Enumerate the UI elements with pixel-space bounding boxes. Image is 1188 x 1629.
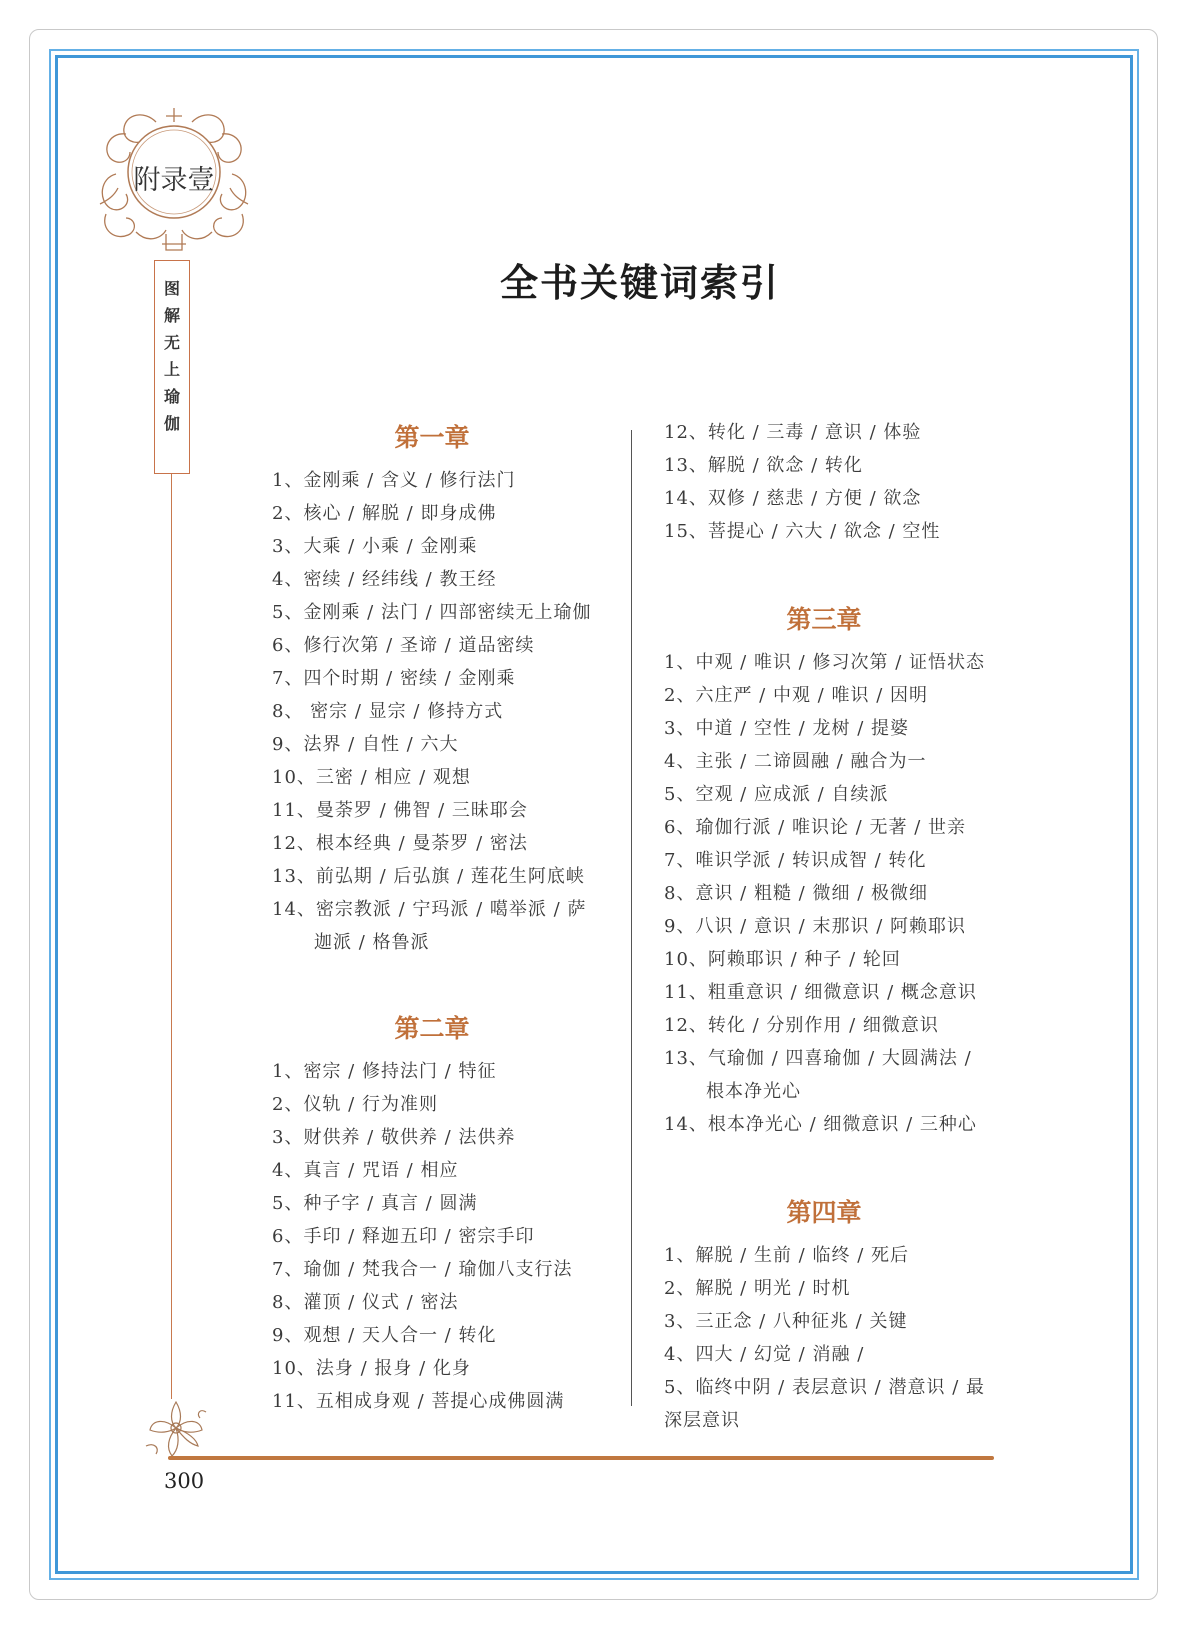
index-item: 1、密宗 / 修持法门 / 特征	[272, 1061, 497, 1082]
index-item-continuation: 根本净光心	[706, 1081, 801, 1102]
index-item: 13、前弘期 / 后弘旗 / 莲花生阿底峡	[272, 866, 585, 887]
index-item: 6、瑜伽行派 / 唯识论 / 无著 / 世亲	[664, 817, 966, 838]
index-item: 2、六庄严 / 中观 / 唯识 / 因明	[664, 685, 928, 706]
page-number: 300	[164, 1469, 205, 1493]
index-item: 3、财供养 / 敬供养 / 法供养	[272, 1127, 516, 1148]
index-column-left	[272, 420, 607, 1418]
index-item: 10、阿赖耶识 / 种子 / 轮回	[664, 949, 901, 970]
index-item: 14、根本净光心 / 细微意识 / 三种心	[664, 1114, 977, 1135]
column-divider	[631, 430, 632, 1406]
bottom-rule	[168, 1456, 994, 1460]
index-item: 1、金刚乘 / 含义 / 修行法门	[272, 470, 516, 491]
index-item: 4、四大 / 幻觉 / 消融 /	[664, 1344, 865, 1365]
chapter-heading: 第四章	[786, 1198, 862, 1227]
index-item: 4、主张 / 二谛圆融 / 融合为一	[664, 751, 927, 772]
index-item	[664, 1371, 1009, 1404]
index-item-continuation: 迦派 / 格鲁派	[314, 932, 430, 953]
index-item: 1、中观 / 唯识 / 修习次第 / 证悟状态	[664, 652, 985, 673]
index-item: 8、 密宗 / 显宗 / 修持方式	[272, 701, 504, 722]
index-item: 10、三密 / 相应 / 观想	[272, 767, 471, 788]
index-item: 8、意识 / 粗糙 / 微细 / 极微细	[664, 883, 928, 904]
index-item: 14、双修 / 慈悲 / 方便 / 欲念	[664, 488, 922, 509]
index-item: 15、菩提心 / 六大 / 欲念 / 空性	[664, 521, 941, 542]
index-item: 6、修行次第 / 圣谛 / 道品密续	[272, 635, 535, 656]
page-title: 全书关键词索引	[499, 261, 780, 305]
index-item: 12、转化 / 三毒 / 意识 / 体验	[664, 422, 922, 443]
index-item-line: 14、密宗教派 / 宁玛派 / 噶举派 / 萨	[272, 899, 587, 920]
lotus-flower-icon	[140, 1392, 212, 1464]
index-item: 7、四个时期 / 密续 / 金刚乘	[272, 668, 516, 689]
index-item-line: 13、气瑜伽 / 四喜瑜伽 / 大圆满法 /	[664, 1048, 972, 1069]
index-item: 10、法身 / 报身 / 化身	[272, 1358, 471, 1379]
index-column-right	[664, 416, 1009, 1437]
index-item: 11、粗重意识 / 细微意识 / 概念意识	[664, 982, 977, 1003]
side-tab-char: 无	[163, 333, 180, 352]
index-item: 3、中道 / 空性 / 龙树 / 提婆	[664, 718, 909, 739]
index-item	[272, 893, 607, 959]
chapter-heading: 第三章	[786, 605, 862, 634]
index-item: 11、曼荼罗 / 佛智 / 三昧耶会	[272, 800, 528, 821]
side-tab-char: 图	[163, 279, 180, 298]
index-item: 6、手印 / 释迦五印 / 密宗手印	[272, 1226, 535, 1247]
index-item: 9、观想 / 天人合一 / 转化	[272, 1325, 497, 1346]
index-item: 1、解脱 / 生前 / 临终 / 死后	[664, 1245, 909, 1266]
side-tab-char: 上	[163, 360, 180, 379]
side-tab-char: 解	[163, 306, 180, 325]
chapter-heading: 第一章	[394, 423, 470, 452]
index-item: 12、转化 / 分别作用 / 细微意识	[664, 1015, 939, 1036]
index-item: 2、仪轨 / 行为准则	[272, 1094, 438, 1115]
index-item-line: 5、临终中阴 / 表层意识 / 潜意识 / 最	[664, 1377, 985, 1398]
index-item: 5、种子字 / 真言 / 圆满	[272, 1193, 478, 1214]
chapter-heading: 第二章	[394, 1014, 470, 1043]
index-item: 5、金刚乘 / 法门 / 四部密续无上瑜伽	[272, 602, 592, 623]
index-item: 8、灌顶 / 仪式 / 密法	[272, 1292, 459, 1313]
appendix-badge: 附录壹	[133, 165, 215, 196]
side-vertical-line	[171, 474, 172, 1399]
side-tab	[154, 260, 190, 474]
index-item: 13、解脱 / 欲念 / 转化	[664, 455, 863, 476]
index-item: 2、解脱 / 明光 / 时机	[664, 1278, 851, 1299]
index-item	[664, 1042, 1009, 1108]
index-item: 12、根本经典 / 曼荼罗 / 密法	[272, 833, 528, 854]
side-tab-char: 伽	[163, 414, 180, 433]
index-item: 2、核心 / 解脱 / 即身成佛	[272, 503, 497, 524]
index-item: 5、空观 / 应成派 / 自续派	[664, 784, 889, 805]
side-tab-char: 瑜	[163, 387, 180, 406]
index-item-continuation: 深层意识	[664, 1410, 740, 1431]
index-item: 9、法界 / 自性 / 六大	[272, 734, 459, 755]
index-item: 3、三正念 / 八种征兆 / 关键	[664, 1311, 908, 1332]
index-item: 4、密续 / 经纬线 / 教王经	[272, 569, 497, 590]
index-item: 7、唯识学派 / 转识成智 / 转化	[664, 850, 927, 871]
index-item: 4、真言 / 咒语 / 相应	[272, 1160, 459, 1181]
index-item: 3、大乘 / 小乘 / 金刚乘	[272, 536, 478, 557]
index-item: 11、五相成身观 / 菩提心成佛圆满	[272, 1391, 565, 1412]
index-item: 9、八识 / 意识 / 末那识 / 阿赖耶识	[664, 916, 966, 937]
index-item: 7、瑜伽 / 梵我合一 / 瑜伽八支行法	[272, 1259, 573, 1280]
